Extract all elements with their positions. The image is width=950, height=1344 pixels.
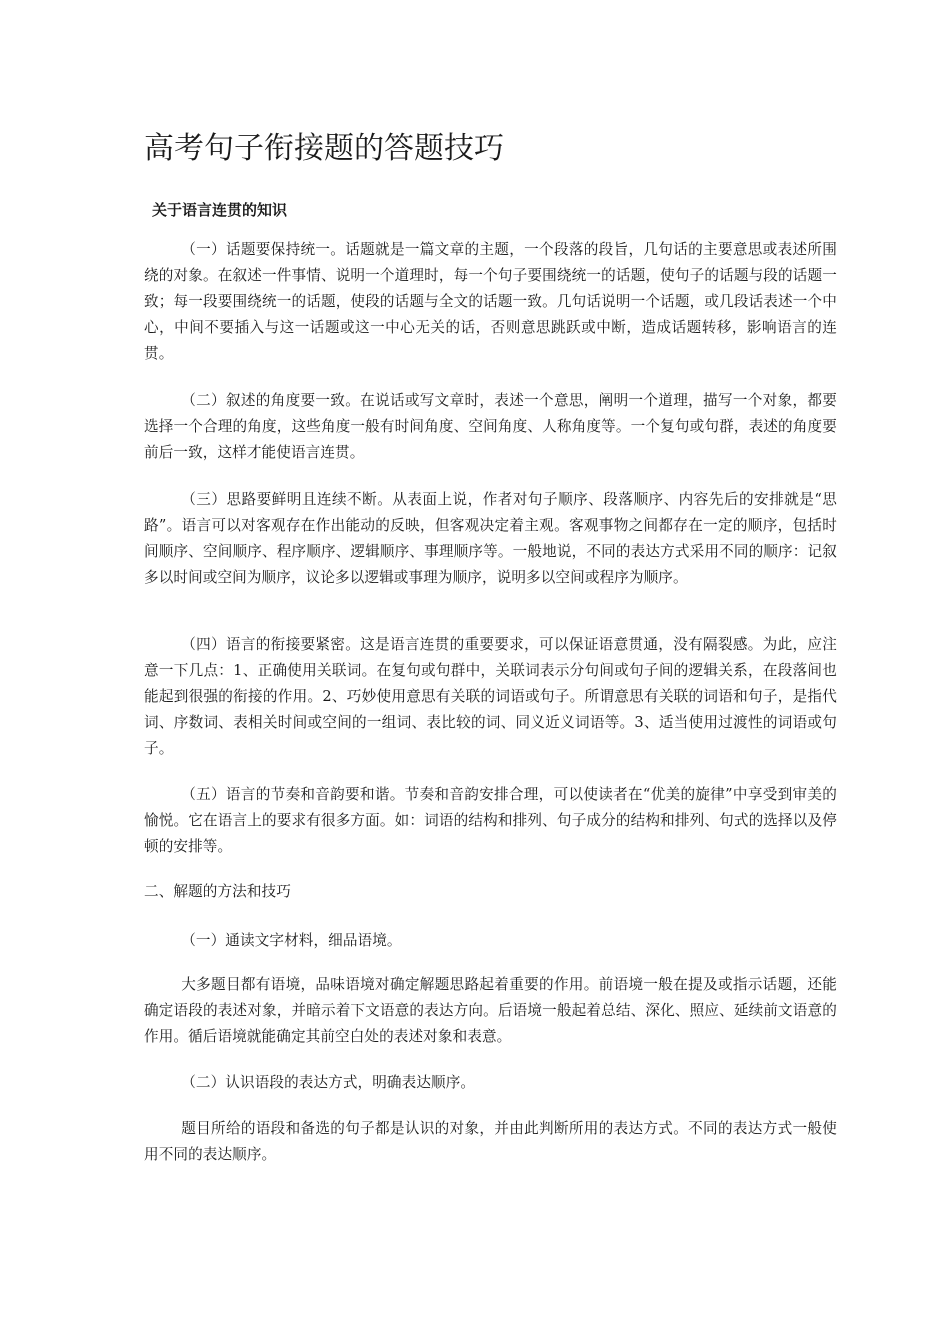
document-title: 高考句子衔接题的答题技巧 bbox=[144, 131, 504, 166]
section-heading-methods: 二、解题的方法和技巧 bbox=[144, 883, 291, 900]
method-heading-2: （二）认识语段的表达方式，明确表达顺序。 bbox=[181, 1074, 476, 1091]
paragraph-rhythm-harmony: （五）语言的节奏和音韵要和谐。节奏和音韵安排合理，可以使读者在“优美的旋律”中享受到审美的愉悦。它在语言上的要求有很多方面。如：词语的结构和排列、句子成分的结构和排列、句式的选择以及停顿的安排等。 bbox=[144, 786, 837, 855]
paragraph-tight-cohesion: （四）语言的衔接要紧密。这是语言连贯的重要要求，可以保证语意贯通，没有隔裂感。为此，应注意一下几点：1、正确使用关联词。在复句或句群中，关联词表示分句间或句子间的逻辑关系，在段落间也能起到很强的衔接的作用。2、巧妙使用意思有关联的词语或句子。所谓意思有关联的词语和句子，是指代词、序数词、表相关时间或空间的一组词、表比较的词、同义近义词语等。3、适当使用过渡性的词语或句子。 bbox=[144, 636, 837, 757]
paragraph-topic-unity: （一）话题要保持统一。话题就是一篇文章的主题，一个段落的段旨，几句话的主要意思或表述所围绕的对象。在叙述一件事情、说明一个道理时，每一个句子要围绕统一的话题，使句子的话题与段的话题一致；每一段要围绕统一的话题，使段的话题与全文的话题一致。几句话说明一个话题，或几段话表述一个中心，中间不要插入与这一话题或这一中心无关的话，否则意思跳跃或中断，造成话题转移，影响语言的连贯。 bbox=[144, 241, 837, 362]
paragraph-context: 大多题目都有语境，品味语境对确定解题思路起着重要的作用。前语境一般在提及或指示话题，还能确定语段的表述对象，并暗示着下文语意的表达方向。后语境一般起着总结、深化、照应、延续前文语意的作用。循后语境就能确定其前空白处的表述对象和表意。 bbox=[144, 976, 837, 1045]
paragraph-narrative-angle: （二）叙述的角度要一致。在说话或写文章时，表述一个意思，阐明一个道理，描写一个对象，都要选择一个合理的角度，这些角度一般有时间角度、空间角度、人称角度等。一个复句或句群，表述的角度要前后一致，这样才能使语言连贯。 bbox=[144, 392, 837, 461]
paragraph-expression-order: 题目所给的语段和备选的句子都是认识的对象，并由此判断所用的表达方式。不同的表达方式一般使用不同的表达顺序。 bbox=[144, 1120, 837, 1163]
section-subtitle: 关于语言连贯的知识 bbox=[152, 201, 288, 219]
method-heading-1: （一）通读文字材料，细品语境。 bbox=[181, 932, 402, 949]
paragraph-clear-thinking: （三）思路要鲜明且连续不断。从表面上说，作者对句子顺序、段落顺序、内容先后的安排就是“思路”。语言可以对客观存在作出能动的反映，但客观决定着主观。客观事物之间都存在一定的顺序，包括时间顺序、空间顺序、程序顺序、逻辑顺序、事理顺序等。一般地说，不同的表达方式采用不同的顺序：记叙多以时间或空间为顺序，议论多以逻辑或事理为顺序，说明多以空间或程序为顺序。 bbox=[144, 491, 837, 586]
